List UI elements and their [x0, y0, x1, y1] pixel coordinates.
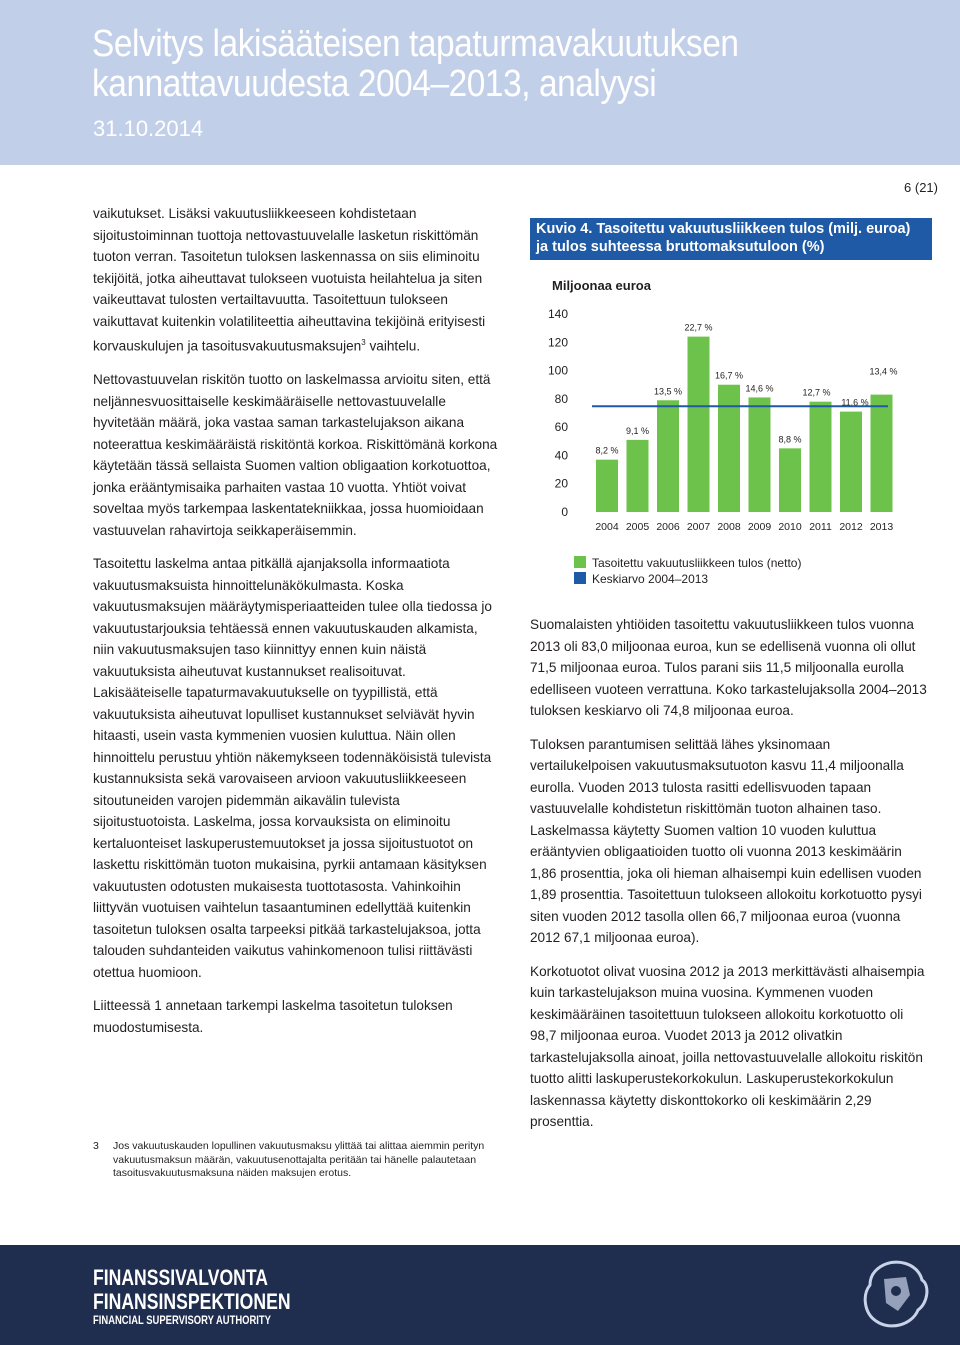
bar-value-label: 8,2 % [595, 445, 619, 456]
bar-value-label: 12,7 % [802, 387, 831, 398]
left-paragraph-1: vaikutukset. Lisäksi vakuutusliikkeeseen kohdistetaan sijoitustoiminnan tuottoja nettovastuuvelalle lasketun riskittömän tuoton verran. Tasoitetun tuloksen laskennassa on siis eliminoitu tekijöitä, jotka aiheuttavat tulokseen vuotuista heilahtelua ja siten vaikeuttavat tulosten vertailtavuutta. Tasoitettuun tulokseen vaikuttavat kuitenkin volatiliteettia aiheuttavina tekijöinä erityisesti korvauskulujen ja tasoitusvakuutusmaksujen$^3$ vaihtelu. [93, 206, 486, 354]
right-paragraph-2: Tuloksen parantumisen selittää lähes yksinomaan vertailukelpoisen vakuutusmaksutuoton kasvu 11,4 miljoonalla eurolla. Vuoden 2013 tulosta rasitti edellisvuoden tapaan vastuuvelalle kohdistetun riskittömän tuoton alhainen taso. Laskelmassa käytetty Suomen valtion 10 vuoden kuluttua erääntyvien obligaatioiden tuotto oli vuonna 2013 keskimäärin 1,86 prosenttia, joka oli hieman alhaisempi kuin edellisen vuoden 1,89 prosenttia. Tasoitettuun tulokseen allokoitu korkotuotto pysyi siten vuoden 2012 tasolla ollen 66,7 miljoonaa euroa (vuonna 2012 67,1 miljoonaa euroa). [530, 736, 922, 945]
x-tick-label: 2011 [809, 521, 832, 533]
bar [810, 402, 832, 512]
bar [871, 395, 893, 512]
right-column [530, 614, 930, 1145]
x-tick-label: 2008 [717, 521, 741, 533]
page-header [0, 0, 960, 165]
x-tick-label: 2005 [625, 521, 650, 533]
left-paragraph-2: Nettovastuuvelan riskitön tuotto on laskelmassa arvioitu siten, että neljännesvuosittaiselle keskimääräiselle nettovastuuvelalle hyvitetään määrä, joka vastaa saman tarkastelujakson aikana noteerattua keskimääräistä riskitöntä korkoa. Riskittömänä korkona käytetään tässä sellaista Suomen valtion obligaation korkotuottoa, jonka erääntymisaika parhaiten vastaa 10 vuotta. Yhtiöt voivat soveltaa myös tarkempaa laskentatekniikkaa, jossa huomioidaan vastuuvelan rahavirtoja seikkaperäisemmin. [93, 372, 498, 538]
bar-value-label: 16,7 % [714, 370, 744, 381]
footnote-text: Jos vakuutuskauden lopullinen vakuutusmaksu ylittää tai alittaa aiemmin perityn vakuutusmaksun määrän, vakuutusenottajalta peritään tai hänelle palautetaan tasoitusvakuutusmaksuna näiden maksujen erotus. [113, 1140, 485, 1179]
y-tick-label: 140 [547, 307, 568, 321]
figure-title: Kuvio 4. Tasoitettu vakuutusliikkeen tulos (milj. euroa) ja tulos suhteessa bruttomaksutuloon (%) [530, 218, 932, 260]
page-footer [0, 1245, 960, 1345]
page-number: 6 (21) [904, 180, 938, 195]
y-tick-label: 0 [561, 505, 568, 519]
bar-value-label: 14,6 % [745, 383, 774, 394]
x-tick-label: 2012 [839, 521, 863, 533]
y-tick-label: 20 [554, 476, 568, 491]
x-tick-label: 2007 [686, 521, 711, 533]
footnote-ref[interactable]: 3 [361, 338, 366, 347]
bar [779, 448, 801, 512]
x-tick-label: 2009 [747, 521, 772, 533]
bar-chart [530, 270, 932, 600]
left-paragraph-4: Liitteessä 1 annetaan tarkempi laskelma tasoitetun tuloksen muodostumisesta. [93, 998, 453, 1035]
bar [596, 460, 618, 512]
x-tick-label: 2006 [656, 521, 680, 533]
y-tick-label: 120 [547, 335, 568, 350]
bar-value-label: 22,7 % [684, 322, 713, 333]
document-date: 31.10.2014 [93, 116, 204, 141]
left-column [93, 203, 498, 1050]
legend-swatch-average [574, 572, 586, 584]
footer-brand-sv: FINANSINSPEKTIONEN [93, 1289, 291, 1314]
y-axis-label: Miljoonaa euroa [552, 278, 651, 293]
footer-brand-en: FINANCIAL SUPERVISORY AUTHORITY [93, 1315, 271, 1327]
right-paragraph-3: Korkotuotot olivat vuosina 2012 ja 2013 merkittävästi alhaisempia kuin tarkastelujakson muina vuosina. Kymmenen vuoden keskimääräinen tasoitettuun tulokseen allokoitu korkotuotto oli 98,7 miljoonaa euroa. Vuodet 2013 ja 2012 olivatkin tarkastelujaksolla ainoat, joilla nettovastuuvelalle allokoitu riskitön tuotto alitti laskuperustekorkokulun. Laskuperustekorkokulun laskennassa käytetty diskonttokorko oli keskimäärin 2,29 prosenttia. [530, 963, 925, 1129]
x-tick-label: 2013 [869, 521, 894, 533]
x-tick-label: 2010 [778, 521, 802, 533]
bar-value-label: 8,8 % [778, 434, 802, 445]
y-tick-label: 60 [554, 420, 568, 435]
y-tick-label: 80 [554, 391, 568, 406]
bar [749, 397, 771, 512]
legend-swatch-result [574, 556, 586, 568]
bar-value-label: 9,1 % [625, 425, 650, 436]
footnote-number: 3 [93, 1140, 99, 1152]
document-title: Selvitys lakisääteisen tapaturmavakuutuksen kannattavuudesta 2004–2013, analyysi [92, 23, 739, 105]
bar-value-label: 13,4 % [869, 366, 898, 377]
x-tick-label: 2004 [595, 521, 619, 533]
y-tick-label: 40 [554, 448, 568, 463]
legend-label-average: Keskiarvo 2004–2013 [592, 572, 709, 586]
bar-value-label: 13,5 % [653, 386, 683, 397]
legend-label-result: Tasoitettu vakuutusliikkeen tulos (netto) [592, 556, 802, 570]
left-paragraph-3: Tasoitettu laskelma antaa pitkällä ajanjaksolla informaatiota vakuutusmaksuista hinnoittelunäkökulmasta. Koska vakuutusmaksujen määräytymisperiaatteiden tulee olla tiedossa jo vakuutustarjouksia tehtäessä ennen vakuutuskauden alkamista, niin vakuutusmaksujen taso kiinnittyy ennen kuin näistä vakuutuksista aiheutuvat kustannukset realisoituvat. Lakisääteiselle tapaturmavakuutukselle on tyypillistä, että vakuutuksista aiheutuvat lopulliset kustannukset selviävät hyvin hitaasti, usein vasta kymmenien vuosien kuluttua. Näin ollen hinnoittelu perustuu yhtiön näkemykseen todennäköisistä tulevista kustannuksista sekä varovaiseen arvioon vakuutusliikkeeseen sitoutuneiden varojen pidemmän aikavälin tulevista sijoitustuotoista. Laskelma, jossa korvauksista on eliminoitu kertaluonteiset laskuperustemuutokset ja jossa sijoitustuotot on laskettu riskittömän tuoton mukaisina, pyrkii antamaan käsityksen vakuutusten odotusten mukaisesta tuottotasosta. Vahinkoihin liittyvän vuotuisen vaihtelun tasaantuminen edellyttää kuitenkin tasoitetun tuloksen osalta tarpeeksi pitkää tarkastelujaksoa, jotta talouden suhdanteiden vaikutus vahinkomenoon tulisi riittävästi otettua huomioon. [93, 556, 492, 980]
bar [718, 385, 740, 512]
bar [627, 440, 649, 512]
right-paragraph-1: Suomalaisten yhtiöiden tasoitettu vakuutusliikkeen tulos vuonna 2013 oli 83,0 miljoonaa euroa, kun se edellisenä vuonna oli ollut 71,5 miljoonaa euroa. Tulos parani siis 11,5 miljoonalla eurolla edelliseen vuoteen verrattuna. Koko tarkastelujaksolla 2004–2013 tuloksen keskiarvo oli 74,8 miljoonaa euroa. [530, 617, 927, 718]
y-tick-label: 100 [547, 363, 568, 378]
lion-crest-icon [850, 1255, 940, 1335]
bar [840, 412, 862, 512]
bar [657, 400, 679, 512]
bar-value-label: 11,6 % [841, 397, 869, 408]
bar [688, 337, 710, 512]
footer-brand-fi: FINANSSIVALVONTA [93, 1265, 269, 1290]
